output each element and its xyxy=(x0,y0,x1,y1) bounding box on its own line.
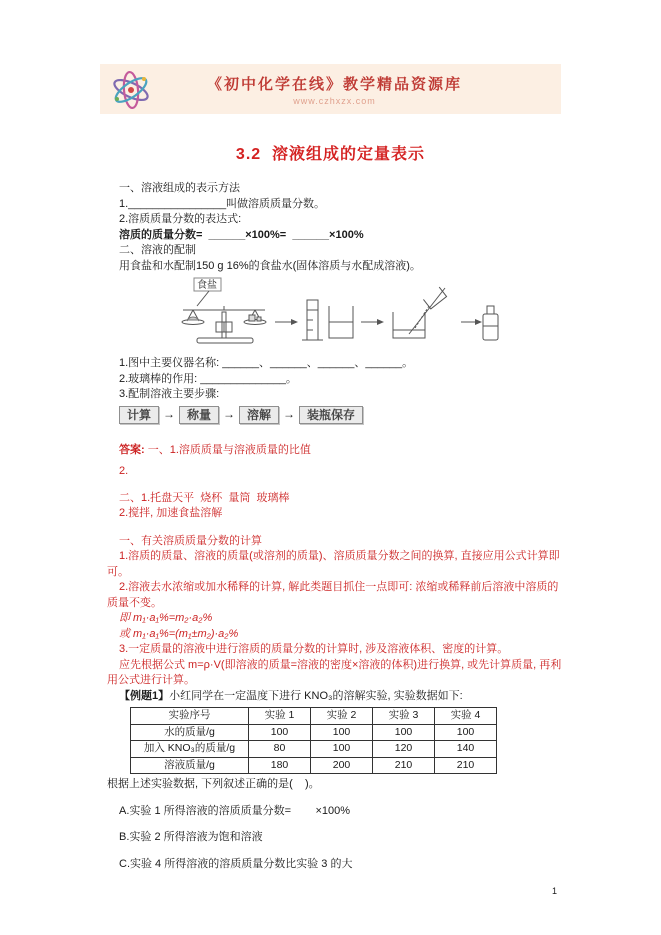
question-procedure-steps: 3.配制溶液主要步骤: xyxy=(119,388,220,400)
procedure-flow xyxy=(119,406,563,425)
cell-value: 80 xyxy=(249,741,311,758)
site-banner xyxy=(100,64,561,114)
table-header-cell: 实验 2 xyxy=(311,708,373,725)
blank-line-definition: 1.________________叫做溶质质量分数。 xyxy=(119,197,326,210)
banner-text xyxy=(154,73,515,106)
apparatus-figure xyxy=(169,276,509,354)
answers-line-3: 二、1.托盘天平 烧杯 量筒 玻璃棒 xyxy=(119,491,290,504)
option-c: C.实验 4 所得溶液的溶质质量分数比实验 3 的大 xyxy=(119,857,353,870)
notes-paragraph-3: 3.一定质量的溶液中进行溶质的质量分数的计算时, 涉及溶液体积、密度的计算。 xyxy=(119,643,509,655)
notes-paragraph-1: 1.溶质的质量、溶液的质量(或溶剂的质量)、溶质质量分数之间的换算, 直接应用公式计算即可。 xyxy=(107,550,560,578)
example-tag: 【例题1】 xyxy=(119,689,170,702)
table-row xyxy=(131,724,497,741)
step-calculate: 计算 xyxy=(119,406,159,424)
question-glass-rod-role: 2.玻璃棒的作用: ______________。 xyxy=(119,372,297,385)
cell-value: 210 xyxy=(373,757,435,774)
answer-definition: 一、1.溶质质量与溶液质量的比值 xyxy=(147,443,311,456)
step-weigh: 称量 xyxy=(179,406,219,424)
cell-value: 100 xyxy=(311,724,373,741)
row-label: 加入 KNO₃的质量/g xyxy=(131,741,249,758)
cell-value: 100 xyxy=(373,724,435,741)
site-logo-atom-icon xyxy=(108,66,154,112)
example-question: 根据上述实验数据, 下列叙述正确的是( )。 xyxy=(107,778,320,790)
table-header-row xyxy=(131,708,497,725)
answers-line-2: 2. xyxy=(119,465,129,477)
cell-value: 140 xyxy=(435,741,497,758)
example-intro-text: 小红同学在一定温度下进行 KNO₃的溶解实验, 实验数据如下: xyxy=(169,689,463,702)
cell-value: 120 xyxy=(373,741,435,758)
section-heading-method: 一、溶液组成的表示方法 xyxy=(119,182,240,194)
option-b: B.实验 2 所得溶液为饱和溶液 xyxy=(119,831,263,843)
section-heading-preparation: 二、溶液的配制 xyxy=(119,244,196,256)
step-bottle-store: 装瓶保存 xyxy=(299,406,363,424)
figure-salt-label: 食盐 xyxy=(197,280,217,291)
table-header-cell: 实验 1 xyxy=(249,708,311,725)
cell-value: 100 xyxy=(435,724,497,741)
cell-value: 180 xyxy=(249,757,311,774)
document-body xyxy=(107,181,563,872)
site-title: 《初中化学在线》教学精品资源库 xyxy=(206,75,462,93)
page-number: 1 xyxy=(552,886,558,896)
notes-paragraph-4: 应先根据公式 m=ρ·V(即溶液的质量=溶液的密度×溶液的体积)进行换算, 或先计算质量, 再利用公式进行计算。 xyxy=(107,658,562,686)
line-expression-label: 2.溶质质量分数的表达式: xyxy=(119,213,242,225)
arrow-right-icon: → xyxy=(163,407,176,422)
question-instrument-names: 1.图中主要仪器名称: ______、______、______、______。 xyxy=(119,357,414,369)
table-header-cell: 实验 4 xyxy=(435,708,497,725)
answers-label: 答案: xyxy=(119,443,148,456)
table-row xyxy=(131,741,497,758)
notes-formula-1: 即 m₁·a₁%=m₂·a₂% xyxy=(119,612,213,624)
cell-value: 210 xyxy=(435,757,497,774)
table-row xyxy=(131,757,497,774)
row-label: 溶液质量/g xyxy=(131,757,249,774)
site-url: www.czhxzx.com xyxy=(293,95,376,106)
option-a: A.实验 1 所得溶液的溶质质量分数= ×100% xyxy=(119,804,351,817)
answers-line-1 xyxy=(107,443,563,459)
line-mass-fraction-formula: 溶质的质量分数= ______×100%= ______×100% xyxy=(119,228,364,241)
cell-value: 100 xyxy=(249,724,311,741)
cell-value: 200 xyxy=(311,757,373,774)
table-header-cell: 实验 3 xyxy=(373,708,435,725)
line-preparation-intro: 用食盐和水配制150 g 16%的食盐水(固体溶质与水配成溶液)。 xyxy=(119,259,421,272)
notes-paragraph-2: 2.溶液去水浓缩或加水稀释的计算, 解此类题目抓住一点即可: 浓缩或稀释前后溶液中溶质的质量不变。 xyxy=(107,581,559,609)
notes-heading: 一、有关溶质质量分数的计算 xyxy=(119,534,262,547)
document-title: 3.2 溶液组成的定量表示 xyxy=(235,146,426,163)
row-label: 水的质量/g xyxy=(131,724,249,741)
step-dissolve: 溶解 xyxy=(239,406,279,424)
experiment-data-table xyxy=(130,707,497,774)
arrow-right-icon: → xyxy=(223,407,236,422)
example-intro xyxy=(107,689,563,705)
answers-line-4: 2.搅拌, 加速食盐溶解 xyxy=(119,507,223,519)
cell-value: 100 xyxy=(311,741,373,758)
table-header-cell: 实验序号 xyxy=(131,708,249,725)
notes-formula-2: 或 m₁·a₁%=(m₁±m₂)·a₂% xyxy=(119,627,239,640)
arrow-right-icon: → xyxy=(283,407,296,422)
